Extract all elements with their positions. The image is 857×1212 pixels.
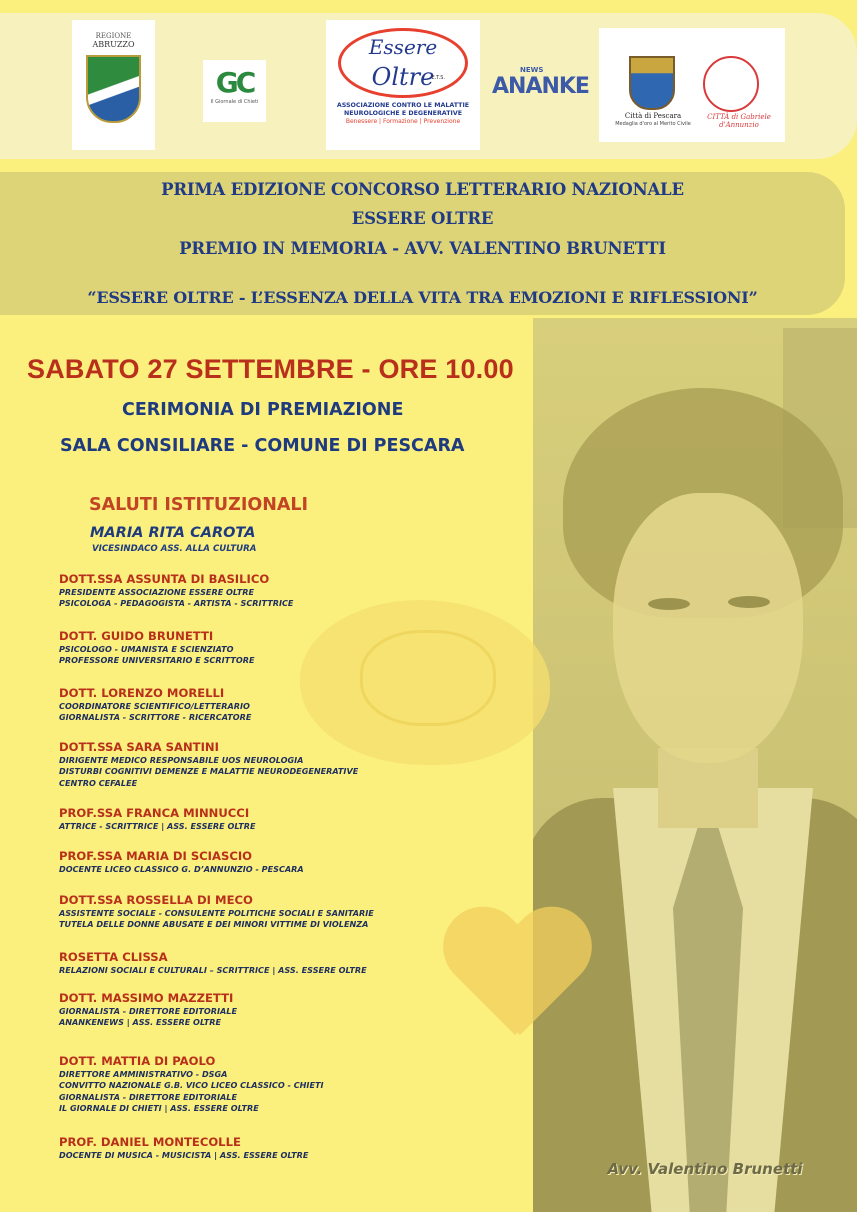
speaker-item: [59, 892, 374, 931]
speaker-name: DOTT.SSA ASSUNTA DI BASILICO: [59, 572, 270, 586]
greetings-name: MARIA RITA CAROTA: [90, 525, 256, 541]
dannunzio-label: CITTÀ di Gabriele d'Annunzio: [707, 113, 771, 129]
speaker-item: [59, 805, 255, 832]
essere-word: Essere: [368, 35, 438, 59]
regione-shield-icon: [86, 55, 141, 123]
essere-ring-icon: [338, 28, 468, 98]
event-ceremony: CERIMONIA DI PREMIAZIONE: [122, 400, 404, 420]
oltre-word: Oltre: [371, 63, 435, 91]
event-date: SABATO 27 SETTEMBRE - ORE 10.00: [27, 354, 514, 384]
speaker-role: RELAZIONI SOCIALI E CULTURALI – SCRITTRICE | ASS. ESSERE OLTRE: [59, 965, 367, 975]
speaker-role: CENTRO CEFALEE: [59, 777, 138, 788]
title-banner: [0, 172, 845, 315]
speaker-role: DOCENTE LICEO CLASSICO G. D’ANNUNZIO - PESCARA: [59, 864, 304, 874]
speaker-role: ANANKENEWS | ASS. ESSERE OLTRE: [59, 1017, 222, 1028]
speaker-item: [59, 949, 367, 976]
giornale-chieti-logo: [203, 60, 266, 122]
ets-label: E.T.S.: [431, 75, 445, 81]
speaker-role: IL GIORNALE DI CHIETI | ASS. ESSERE OLTRE: [59, 1103, 259, 1114]
speaker-role: PSICOLOGO - UMANISTA E SCIENZIATO: [59, 644, 234, 654]
speaker-item: [59, 571, 293, 610]
speaker-role: DIRIGENTE MEDICO RESPONSABILE UOS NEUROLOGIA: [59, 755, 304, 765]
speaker-name: DOTT.SSA ROSSELLA DI MECO: [59, 893, 253, 907]
speaker-role: GIORNALISTA - DIRETTORE EDITORIALE: [59, 1091, 237, 1102]
speaker-role: GIORNALISTA - DIRETTORE EDITORIALE: [59, 1006, 237, 1016]
title-motto: “ESSERE OLTRE - L’ESSENZA DELLA VITA TRA EMOZIONI E RIFLESSIONI”: [87, 288, 758, 307]
speaker-item: [59, 685, 251, 724]
speaker-item: [59, 1053, 324, 1115]
photo-caption: Avv. Valentino Brunetti: [607, 1160, 803, 1178]
pescara-crest-icon: [629, 56, 675, 110]
pescara-medal: Medaglia d'oro al Merito Civile: [615, 121, 691, 127]
title-line-1: PRIMA EDIZIONE CONCORSO LETTERARIO NAZIONALE: [161, 180, 684, 199]
speaker-name: PROF.SSA MARIA DI SCIASCIO: [59, 849, 252, 863]
essere-subtitle-line: NEUROLOGICHE E DEGENERATIVE: [343, 110, 463, 117]
speaker-role: ATTRICE - SCRITTRICE | ASS. ESSERE OLTRE: [59, 821, 256, 831]
speaker-item: [59, 848, 304, 875]
essere-oltre-logo: [326, 20, 480, 150]
speaker-name: ROSETTA CLISSA: [59, 950, 168, 964]
gc-mark: GC: [215, 66, 254, 99]
speaker-role: CONVITTO NAZIONALE G.B. VICO LICEO CLASSICO - CHIETI: [59, 1080, 324, 1091]
speaker-role: PSICOLOGA - PEDAGOGISTA - ARTISTA - SCRITTRICE: [59, 598, 294, 609]
speaker-role: PRESIDENTE ASSOCIAZIONE ESSERE OLTRE: [59, 587, 255, 597]
regione-label: REGIONE: [95, 32, 132, 40]
title-line-2: ESSERE OLTRE: [351, 209, 494, 228]
speaker-name: DOTT. LORENZO MORELLI: [59, 686, 225, 700]
speaker-role: DISTURBI COGNITIVI DEMENZE E MALATTIE NEURODEGENERATIVE: [59, 766, 359, 777]
greetings-role: VICESINDACO ASS. ALLA CULTURA: [92, 544, 257, 554]
ananke-news-label: NEWS: [520, 66, 544, 74]
heart-icon: [440, 910, 590, 1055]
greetings-heading: SALUTI ISTITUZIONALI: [89, 495, 309, 515]
dannunzio-portrait-icon: [703, 56, 759, 112]
speaker-role: DOCENTE DI MUSICA - MUSICISTA | ASS. ESSERE OLTRE: [59, 1150, 309, 1160]
gc-name: Il Giornale di Chieti: [210, 99, 259, 105]
ananke-word: ANANKE: [492, 74, 589, 99]
speaker-name: DOTT. MATTIA DI PAOLO: [59, 1054, 216, 1068]
speaker-name: PROF.SSA FRANCA MINNUCCI: [59, 806, 250, 820]
ananke-news-logo: [492, 66, 588, 102]
speaker-item: [59, 739, 358, 789]
regione-abruzzo-logo: [72, 20, 155, 150]
essere-tagline: Benessere | Formazione | Prevenzione: [345, 118, 461, 125]
speaker-item: [59, 990, 237, 1029]
speaker-name: DOTT. GUIDO BRUNETTI: [59, 629, 214, 643]
speaker-role: GIORNALISTA - SCRITTORE - RICERCATORE: [59, 712, 252, 723]
abruzzo-label: ABRUZZO: [92, 40, 135, 49]
portrait-photo: [533, 318, 857, 1212]
speaker-role: COORDINATORE SCIENTIFICO/LETTERARIO: [59, 701, 250, 711]
speaker-item: [59, 628, 254, 667]
speaker-role: DIRETTORE AMMINISTRATIVO - DSGA: [59, 1069, 228, 1079]
speaker-role: PROFESSORE UNIVERSITARIO E SCRITTORE: [59, 655, 255, 666]
pescara-name: Città di Pescara: [624, 112, 682, 120]
speaker-role: TUTELA DELLE DONNE ABUSATE E DEI MINORI VITTIME DI VIOLENZA: [59, 919, 369, 930]
essere-subtitle-line: ASSOCIAZIONE CONTRO LE MALATTIE: [336, 102, 470, 109]
event-venue: SALA CONSILIARE - COMUNE DI PESCARA: [60, 436, 465, 456]
speaker-name: DOTT.SSA SARA SANTINI: [59, 740, 219, 754]
speaker-name: PROF. DANIEL MONTECOLLE: [59, 1135, 241, 1149]
speaker-item: [59, 1134, 308, 1161]
speaker-name: DOTT. MASSIMO MAZZETTI: [59, 991, 234, 1005]
pescara-logo: [599, 28, 785, 142]
title-line-3: PREMIO IN MEMORIA - AVV. VALENTINO BRUNETTI: [179, 239, 666, 258]
speaker-role: ASSISTENTE SOCIALE - CONSULENTE POLITICHE SOCIALI E SANITARIE: [59, 908, 374, 918]
